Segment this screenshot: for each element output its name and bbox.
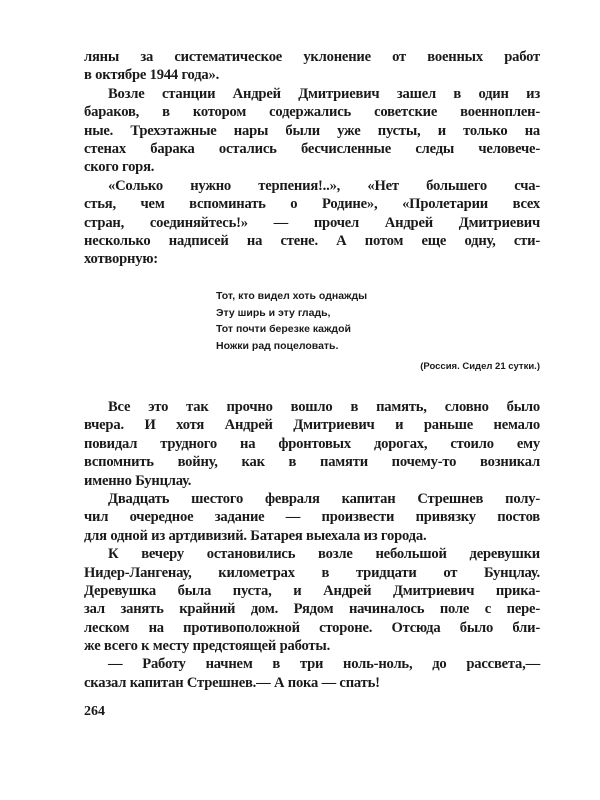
text-line: хотворную: (84, 251, 158, 268)
text-line: чил очередное задание — произвести привязку постов (84, 509, 540, 526)
text-line: Возле станции Андрей Дмитриевич зашел в один из (108, 85, 540, 102)
top-text-block (84, 48, 540, 269)
text-line: стенах барака остались бесчисленные следы человече- (84, 140, 540, 157)
text-line: именно Бунцлау. (84, 472, 192, 489)
text-line: вчера. И хотя Андрей Дмитриевич и раньше немало (84, 417, 540, 434)
poem-line: Тот почти березке каждой (216, 323, 351, 335)
text-line: Деревушка была пуста, и Андрей Дмитриевич прика- (84, 582, 540, 599)
text-line: для одной из артдивизий. Батарея выехала из города. (84, 527, 427, 544)
text-line: сказал капитан Стрешнев.— А пока — спать! (84, 674, 380, 691)
text-line: стран, соединяйтесь!» — прочел Андрей Дмитриевич (84, 214, 540, 231)
text-line: «Солько нужно терпения!..», «Нет большего сча- (108, 177, 540, 194)
text-line: К вечеру остановились возле небольшой деревушки (108, 546, 540, 563)
text-line: леском на противоположной стороне. Отсюда было бли- (84, 619, 540, 636)
text-line: Все это так прочно вошло в память, словно было (108, 399, 540, 415)
text-line: ского горя. (84, 159, 155, 176)
page-number: 264 (84, 704, 105, 719)
text-line: бараков, в котором содержались советские военноплен- (84, 104, 540, 121)
poem-attribution: (Россия. Сидел 21 сутки.) (420, 361, 540, 372)
poem-line: Тот, кто видел хоть однажды (216, 290, 368, 302)
text-line: в октябре 1944 года». (84, 67, 220, 84)
text-line: ные. Трехэтажные нары были уже пусты, и только на (84, 122, 540, 139)
text-line: Нидер-Лангенау, километрах в тридцати от Бунцлау. (84, 564, 540, 581)
text-line: зал занять крайний дом. Рядом начиналось поле с пере- (84, 601, 540, 618)
text-line: несколько надписей на стене. А потом еще одну, сти- (84, 232, 540, 249)
poem (216, 288, 367, 354)
text-line: ляны за систематическое уклонение от военных работ (84, 49, 540, 65)
text-line: повидал трудного на фронтовых дорогах, стоило ему (84, 435, 540, 452)
text-line: Двадцать шестого февраля капитан Стрешнев полу- (108, 490, 540, 507)
text-line: же всего к месту предстоящей работы. (84, 638, 331, 655)
text-line: стья, чем вспоминать о Родине», «Пролетарии всех (84, 196, 540, 213)
text-line: вспомнить войну, как в памяти почему-то возникал (84, 454, 540, 471)
poem-line: Эту ширь и эту гладь, (216, 306, 331, 319)
text-line: — Работу начнем в три ноль-ноль, до рассвета,— (108, 656, 540, 673)
poem-line: Ножки рад поцеловать. (216, 339, 339, 352)
bottom-text-block (84, 398, 540, 692)
